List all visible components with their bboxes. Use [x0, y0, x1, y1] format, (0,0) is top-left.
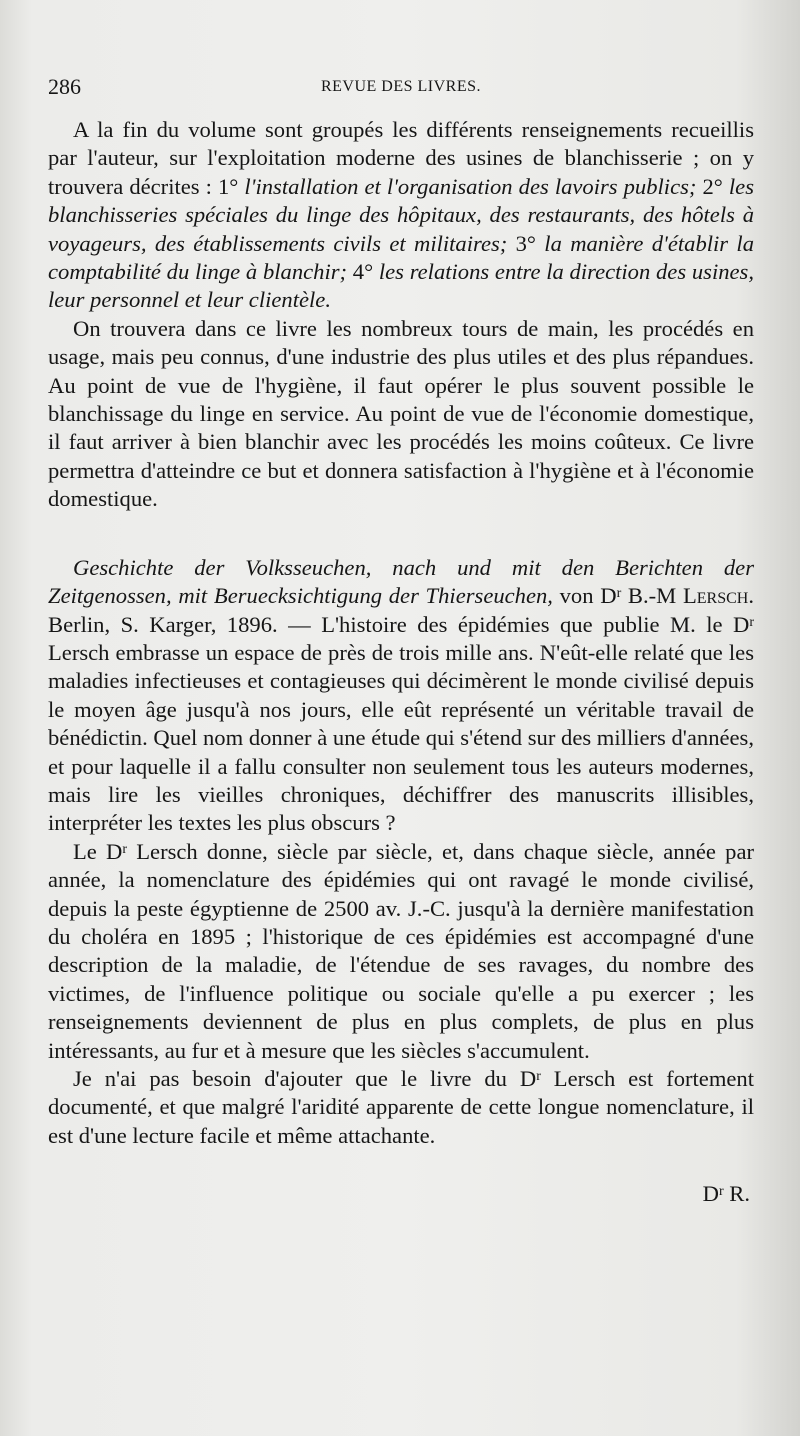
- author-name: B.-M Lersch.: [621, 583, 754, 609]
- superscript: r: [749, 614, 754, 630]
- text-run: Lersch est fortement documenté, et que malgré l'aridité apparente de cette longue nomenclature, il est d'une lecture facile et même attachante.: [48, 1066, 755, 1148]
- superscript: r: [536, 1069, 541, 1084]
- paragraph: [48, 116, 754, 315]
- italic-text: les blanchisseries spéciales du linge des hôpitaux, des restaurants, des hôtels à voyageurs, des établissements civils et militaires;: [48, 173, 754, 256]
- paragraph: [48, 838, 754, 1065]
- text-run: Berlin, S. Karger, 1896. — L'histoire des épidémies que publie M. le D: [48, 611, 750, 637]
- text-run: 4°: [347, 259, 379, 285]
- page-header: [48, 74, 754, 104]
- text-run: Le D: [73, 838, 123, 864]
- text-run: Je n'ai pas besoin d'ajouter que le livre du D: [73, 1066, 537, 1091]
- italic-text: l'installation et l'organisation des lavoirs publics;: [244, 173, 697, 199]
- paragraph: [48, 1065, 754, 1150]
- section-gap: [48, 514, 754, 554]
- italic-text: la manière d'établir la comptabilité du linge à blanchir;: [48, 230, 754, 285]
- paragraph: On trouvera dans ce livre les nombreux tours de main, les procédés en usage, mais peu connus, d'une industrie des plus utiles et des plus répandues. Au point de vue de l'hygiène, il faut opérer le plus souvent possible le blanchissage du linge en service. Au point de vue de l'économie domestique, il faut arriver à bien blanchir avec les procédés les moins coûteux. Ce livre permettra d'atteindre ce but et donnera satisfaction à l'hygiène et à l'économie domestique.: [48, 315, 754, 512]
- page-body: [48, 116, 754, 1209]
- signature: [48, 1180, 754, 1208]
- book-title: Geschichte der Volksseuchen, nach und mit den Berichten der Zeitgenossen, mit Beruecksichtigung der Thierseuchen,: [48, 554, 754, 609]
- text-run: D: [702, 1181, 719, 1207]
- review-paragraph: [48, 554, 754, 838]
- running-title: REVUE DES LIVRES.: [320, 78, 482, 95]
- text-run: 2°: [696, 173, 729, 199]
- text-run: Lersch donne, siècle par siècle, et, dans chaque siècle, année par année, la nomenclature des épidémies qui ont ravagé le monde civilisé, depuis la peste égyptienne de 2500 av. J.-C. jusqu'à la dernière manifestation du choléra en 1895 ; l'historique de ces épidémies est accompagné d'une description de la maladie, de l'étendue de ses ravages, du nombre des victimes, de l'influence politique ou sociale qu'elle a pu exercer ; les renseignements deviennent de plus en plus complets, de plus en plus intéressants, au fur et à mesure que les siècles s'accumulent.: [48, 838, 754, 1063]
- text-run: von: [552, 583, 601, 609]
- text-run: A la fin du volume sont groupés les différents renseignements recueillis par l'auteur, sur l'exploitation moderne des usines de blanchisserie ; on y trouvera décrites : 1°: [48, 117, 754, 199]
- superscript: r: [616, 586, 622, 602]
- superscript: r: [122, 841, 128, 857]
- text-run: D: [600, 583, 617, 609]
- text-run: R.: [723, 1181, 750, 1207]
- text-run: Lersch embrasse un espace de près de trois mille ans. N'eût-elle relaté que les maladies infectieuses et contagieuses qui décimèrent le monde civilisé depuis le moyen âge jusqu'à nos jours, elle eût représenté un véritable travail de bénédictin. Quel nom donner à une étude qui s'étend sur des milliers d'années, et pour laquelle il a fallu consulter non seulement tous les auteurs modernes, mais lire les vieilles chroniques, déchiffrer des manuscrits illisibles, interpréter les textes les plus obscurs ?: [48, 639, 754, 836]
- italic-text: les relations entre la direction des usines, leur personnel et leur clientèle.: [48, 259, 754, 313]
- superscript: r: [718, 1184, 724, 1200]
- page-number: 286: [48, 74, 81, 99]
- text-run: 3°: [507, 230, 545, 256]
